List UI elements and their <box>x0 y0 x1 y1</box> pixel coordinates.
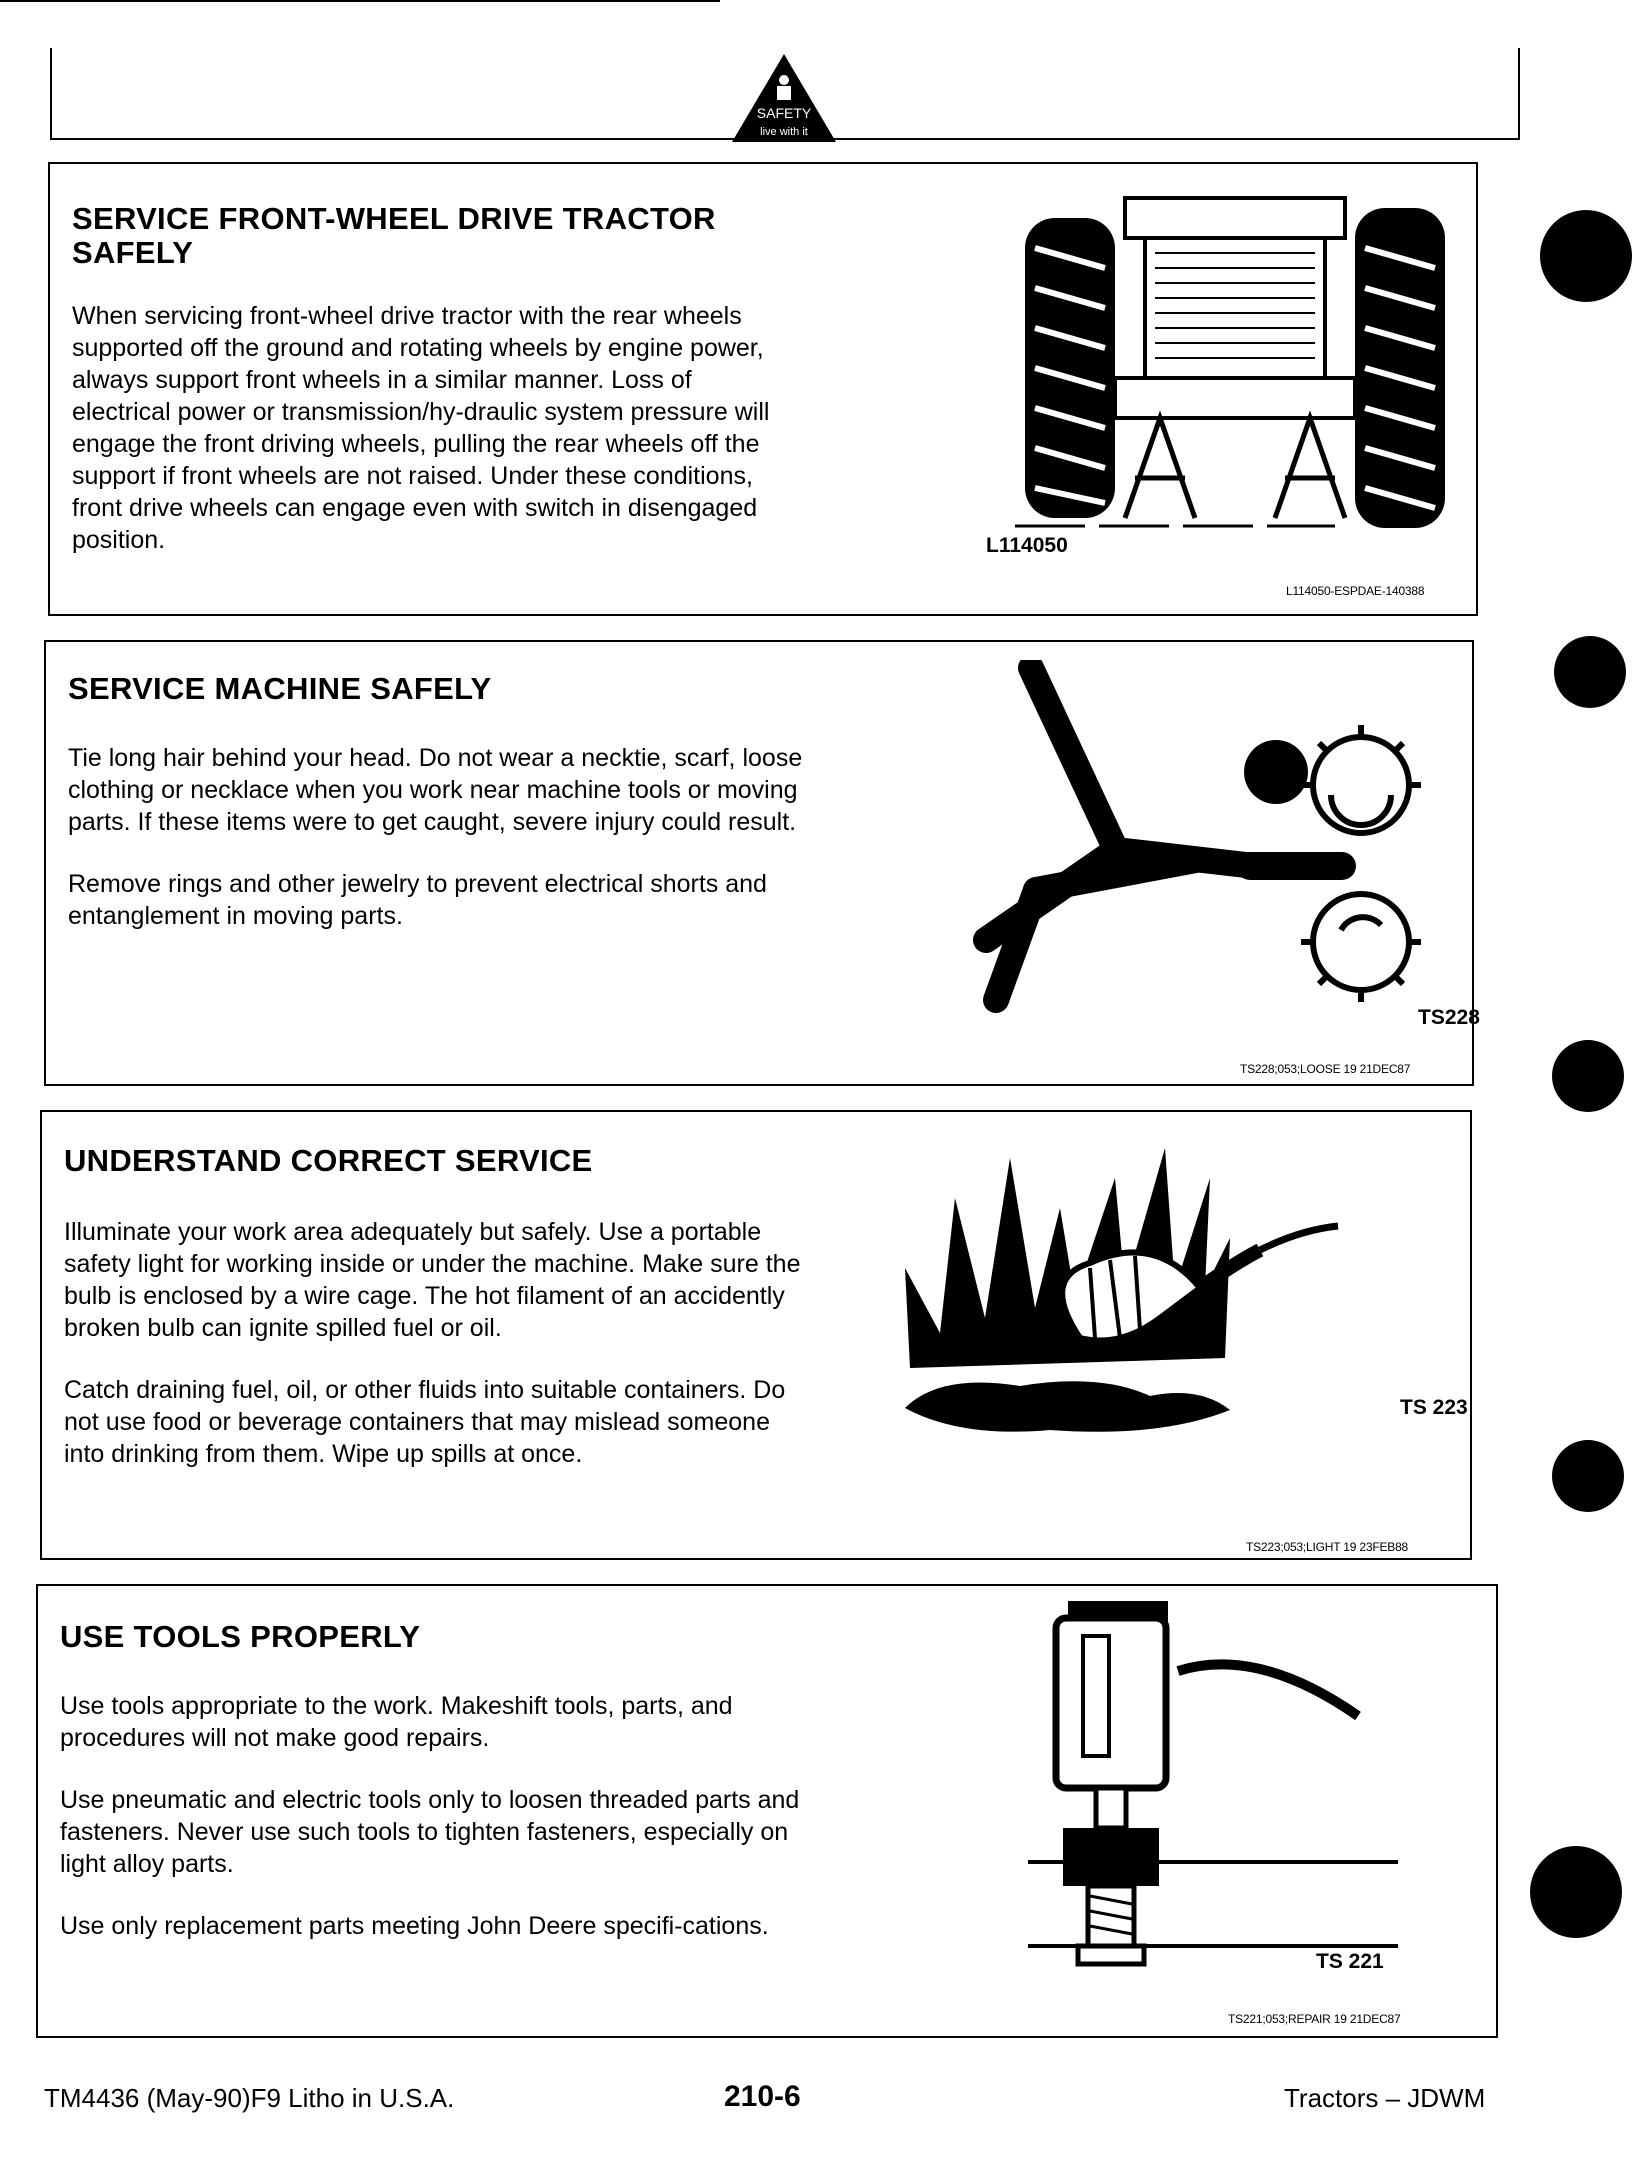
figure-label: L114050 <box>986 534 1068 557</box>
binder-hole <box>1530 1846 1622 1938</box>
section-body: Use tools appropriate to the work. Makeshift tools, parts, and procedures will not make good repairs. Use pneumatic and electric tools only to loosen threaded parts and fasteners. Never use such tools to tighten fasteners, especially on light alloy parts. Use only replacement parts meeting John Deere specifi-cations. <box>60 1692 800 1940</box>
top-rule <box>0 0 720 2</box>
figure-label: TS 221 <box>1316 1950 1384 1973</box>
figure-code: L114050-ESPDAE-140388 <box>1286 584 1425 598</box>
binder-hole <box>1540 210 1632 302</box>
binder-hole <box>1554 636 1626 708</box>
section-body: Illuminate your work area adequately but safely. Use a portable safety light for working inside or under the machine. Make sure the bulb is enclosed by a wire cage. The hot filament of an accidently broken bulb can ignite spilled fuel or oil. Catch draining fuel, oil, or other fluids into suitable containers. Do not use food or beverage containers that may mislead someone into drinking from them. Wipe up spills at once. <box>64 1218 801 1468</box>
section-service-machine <box>44 640 1480 1086</box>
section-title: SERVICE MACHINE SAFELY <box>68 671 492 706</box>
power-tool-on-bolt-icon <box>1028 1596 1498 1976</box>
broken-light-igniting-fuel-icon <box>900 1138 1340 1438</box>
footer-page-number: 210-6 <box>724 2080 801 2113</box>
binder-hole <box>1552 1440 1624 1512</box>
section-use-tools <box>36 1584 1498 2038</box>
section-title: UNDERSTAND CORRECT SERVICE <box>64 1143 593 1178</box>
binder-hole <box>1552 1040 1624 1112</box>
footer-right: Tractors – JDWM <box>1284 2083 1486 2113</box>
section-title: USE TOOLS PROPERLY <box>60 1619 421 1654</box>
section-front-wheel-drive <box>48 162 1478 616</box>
section-correct-service <box>40 1110 1472 1560</box>
figure-label: TS 223 <box>1400 1396 1468 1419</box>
person-caught-in-rollers-icon <box>936 660 1456 1020</box>
section-body: Tie long hair behind your head. Do not wear a necktie, scarf, loose clothing or necklace when you work near machine tools or moving parts. If these items were to get caught, severe injury could result. Remove rings and other jewelry to prevent electrical shorts and entanglement in moving parts. <box>68 744 803 930</box>
badge-line1: SAFETY <box>756 105 812 121</box>
section-title: SERVICE FRONT-WHEEL DRIVE TRACTOR SAFELY <box>72 201 716 270</box>
figure-code: TS228;053;LOOSE 19 21DEC87 <box>1240 1062 1411 1076</box>
figure-code: TS221;053;REPAIR 19 21DEC87 <box>1228 2012 1401 2026</box>
figure-label: TS228 <box>1418 1006 1480 1029</box>
figure-code: TS223;053;LIGHT 19 23FEB88 <box>1246 1540 1409 1554</box>
tractor-on-jack-stands-icon <box>1015 178 1455 538</box>
safety-alert-icon <box>730 52 838 144</box>
footer-left: TM4436 (May-90)F9 Litho in U.S.A. <box>44 2083 455 2113</box>
badge-line2: live with it <box>760 126 808 138</box>
section-body: When servicing front-wheel drive tractor with the rear wheels supported off the ground and rotating wheels by engine power, always support front wheels in a similar manner. Loss of electrical power or transmission/hy-draulic system pressure will engage the front driving wheels, pulling the rear wheels off the support if front wheels are not raised. Under these conditions, front drive wheels can engage even with switch in disengaged position. <box>72 302 770 554</box>
